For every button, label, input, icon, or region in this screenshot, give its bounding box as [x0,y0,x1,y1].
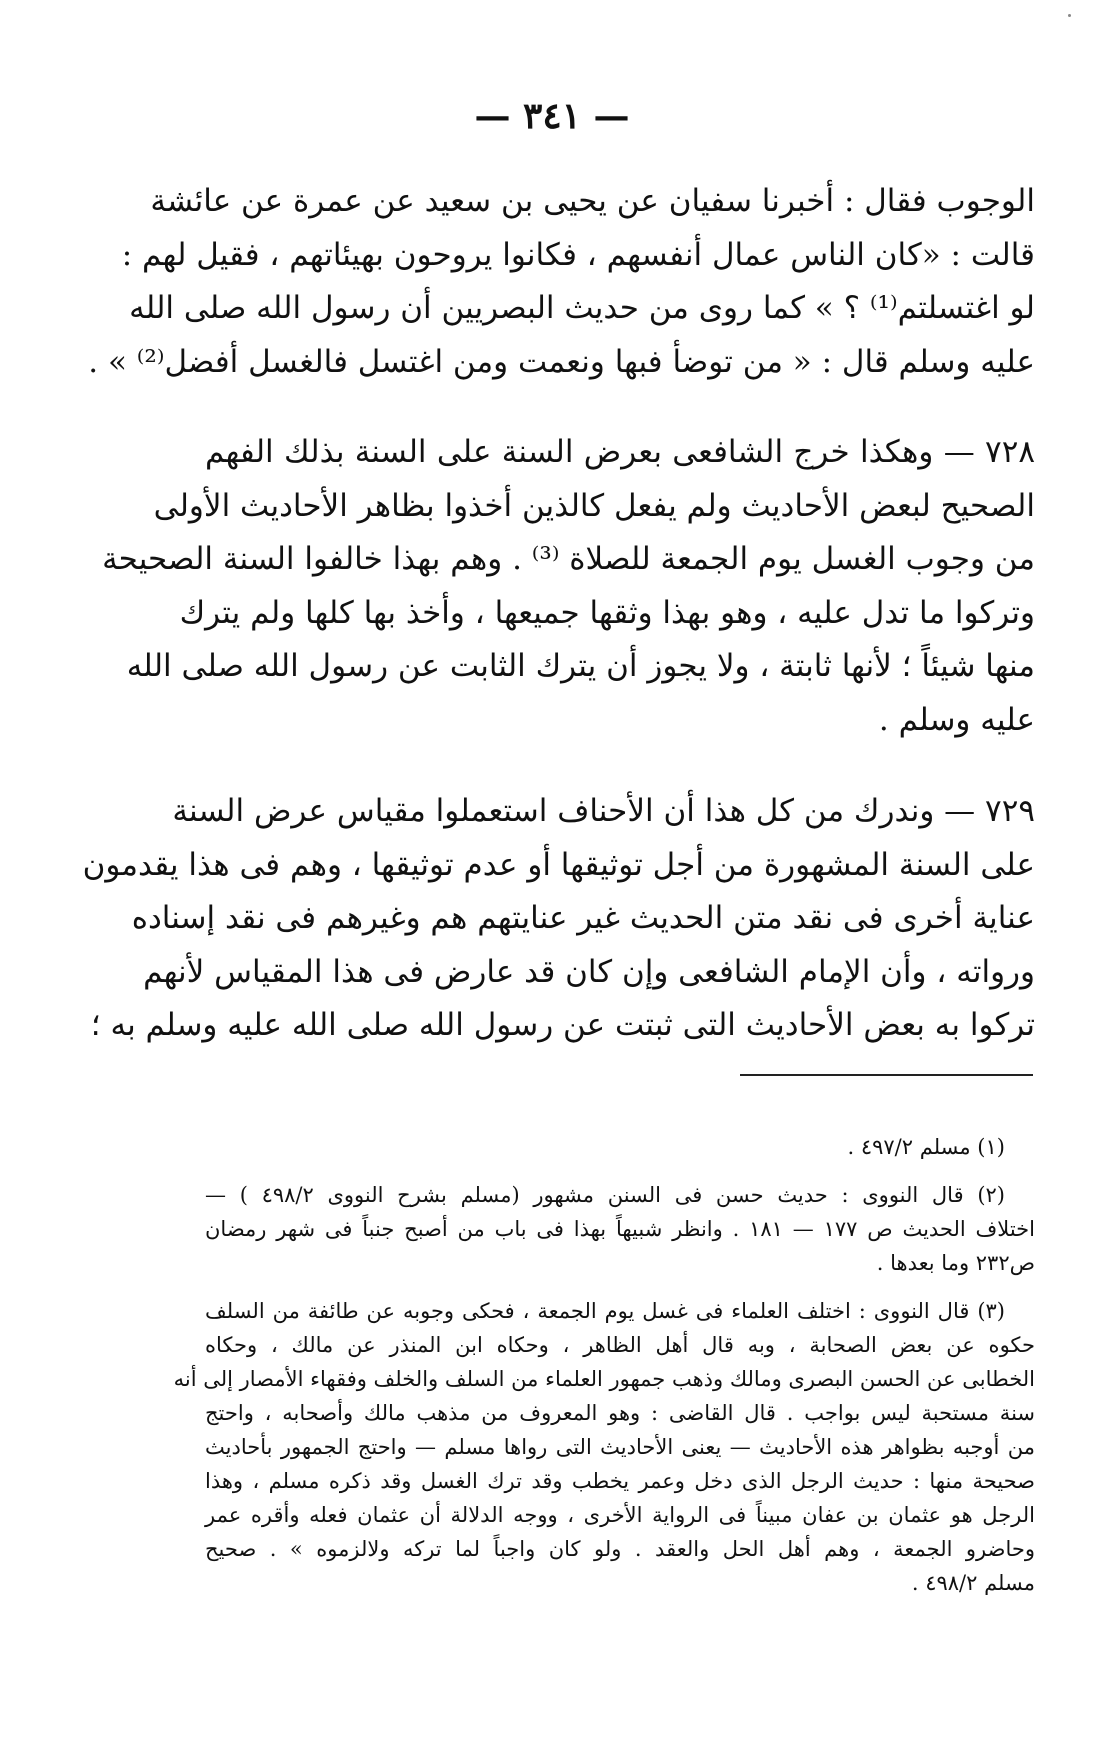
footnote-line: مسلم ٤٩٨/٢ . [911,1571,1035,1595]
footnote-separator [740,1074,1033,1076]
text-line: عليه وسلم قال : « من توضأ فبها ونعمت ومن اغتسل فالغسل أفضل⁽²⁾ » . [88,343,1035,380]
footnote-line: من أوجبه بظواهر هذه الأحاديث — يعنى الأحاديث التى رواها مسلم — واحتج الجمهور بأحاديث [205,1435,1035,1459]
text-line: ورواته ، وأن الإمام الشافعى وإن كان قد عارض فى هذا المقياس لأنهم [143,953,1035,990]
footnote-line: الخطابى عن الحسن البصرى ومالك وذهب جمهور العلماء من السلف والخلف وفقهاء الأمصار إلى أنه [173,1367,1035,1391]
margin-speck [1068,14,1071,17]
text-line: تركوا به بعض الأحاديث التى ثبتت عن رسول الله صلى الله عليه وسلم به ؛ [90,1007,1035,1043]
footnote-line: (١) مسلم ٤٩٧/٢ . [847,1135,1005,1159]
footnote-line: (٣) قال النووى : اختلف العلماء فى غسل يوم الجمعة ، فحكى وجوبه عن طائفة من السلف [205,1299,1005,1323]
footnote-line: (٢) قال النووى : حديث حسن فى السنن مشهور (مسلم بشرح النووى ٤٩٨/٢ ) — [205,1183,1005,1207]
footnote-line: اختلاف الحديث ص ١٧٧ — ١٨١ . وانظر شبيهاً بهذا فى باب من أصبح جنباً فى شهر رمضان [205,1217,1035,1241]
text-line: ٧٢٩ — وندرك من كل هذا أن الأحناف استعملوا مقياس عرض السنة [172,793,1035,829]
page-number: — ٣٤١ — [474,95,630,137]
footnote-line: صحيحة منها : حديث الرجل الذى دخل وعمر يخطب وقد ترك الغسل وقد ذكره مسلم ، وهذا [205,1469,1035,1493]
footnote-3 [173,1294,1035,1600]
text-line: وتركوا ما تدل عليه ، وهو بهذا وثقها جميعها ، وأخذ بها كلها ولم يترك [179,594,1035,631]
text-line: على السنة المشهورة من أجل توثيقها أو عدم توثيقها ، وهم فى هذا يقدمون [82,846,1035,883]
footnote-line: حكوه عن بعض الصحابة ، وبه قال أهل الظاهر ، وحكاه ابن المنذر عن مالك ، وحكاه [205,1333,1035,1357]
footnote-line: الرجل هو عثمان بن عفان مبيناً فى الرواية الأخرى ، ووجه الدلالة أن عثمان فعله وأقره عمر [205,1503,1035,1527]
paragraph [88,175,1035,389]
text-line: عناية أخرى فى نقد متن الحديث غير عنايتهم هم وغيرهم فى نقد إسناده [131,900,1035,936]
text-line: الوجوب فقال : أخبرنا سفيان عن يحيى بن سعيد عن عمرة عن عائشة [150,183,1035,219]
footnote-1 [205,1130,1035,1164]
footnote-line: سنة مستحبة ليس بواجب . قال القاضى : وهو المعروف من مذهب مالك وأصحابه ، واحتج [205,1401,1035,1425]
text-line: الصحيح لبعض الأحاديث ولم يفعل كالذين أخذوا بظاهر الأحاديث الأولى [153,487,1035,524]
text-line: عليه وسلم . [878,701,1035,738]
text-line: ٧٢٨ — وهكذا خرج الشافعى بعرض السنة على السنة بذلك الفهم [205,434,1035,470]
text-line: منها شيئاً ؛ لأنها ثابتة ، ولا يجوز أن يترك الثابت عن رسول الله صلى الله [126,648,1035,684]
footnote-line: ص٢٣٢ وما بعدها . [876,1251,1035,1275]
text-line: لو اغتسلتم⁽¹⁾ ؟ » كما روى من حديث البصريين أن رسول الله صلى الله [129,290,1035,326]
footnotes [173,1130,1035,1600]
footnote-line: وحاضرو الجمعة ، وهم أهل الحل والعقد . ولو كان واجباً لما تركه ولالزموه » . صحيح [205,1537,1035,1561]
paragraph-728 [102,426,1035,747]
text-line: قالت : «كان الناس عمال أنفسهم ، فكانوا يروحون بهيئاتهم ، فقيل لهم : [121,236,1035,273]
text-line: من وجوب الغسل يوم الجمعة للصلاة ⁽³⁾ . وهم بهذا خالفوا السنة الصحيحة [102,541,1035,577]
footnote-2 [205,1178,1035,1280]
paragraph-729 [82,785,1035,1053]
main-text [82,175,1035,1053]
